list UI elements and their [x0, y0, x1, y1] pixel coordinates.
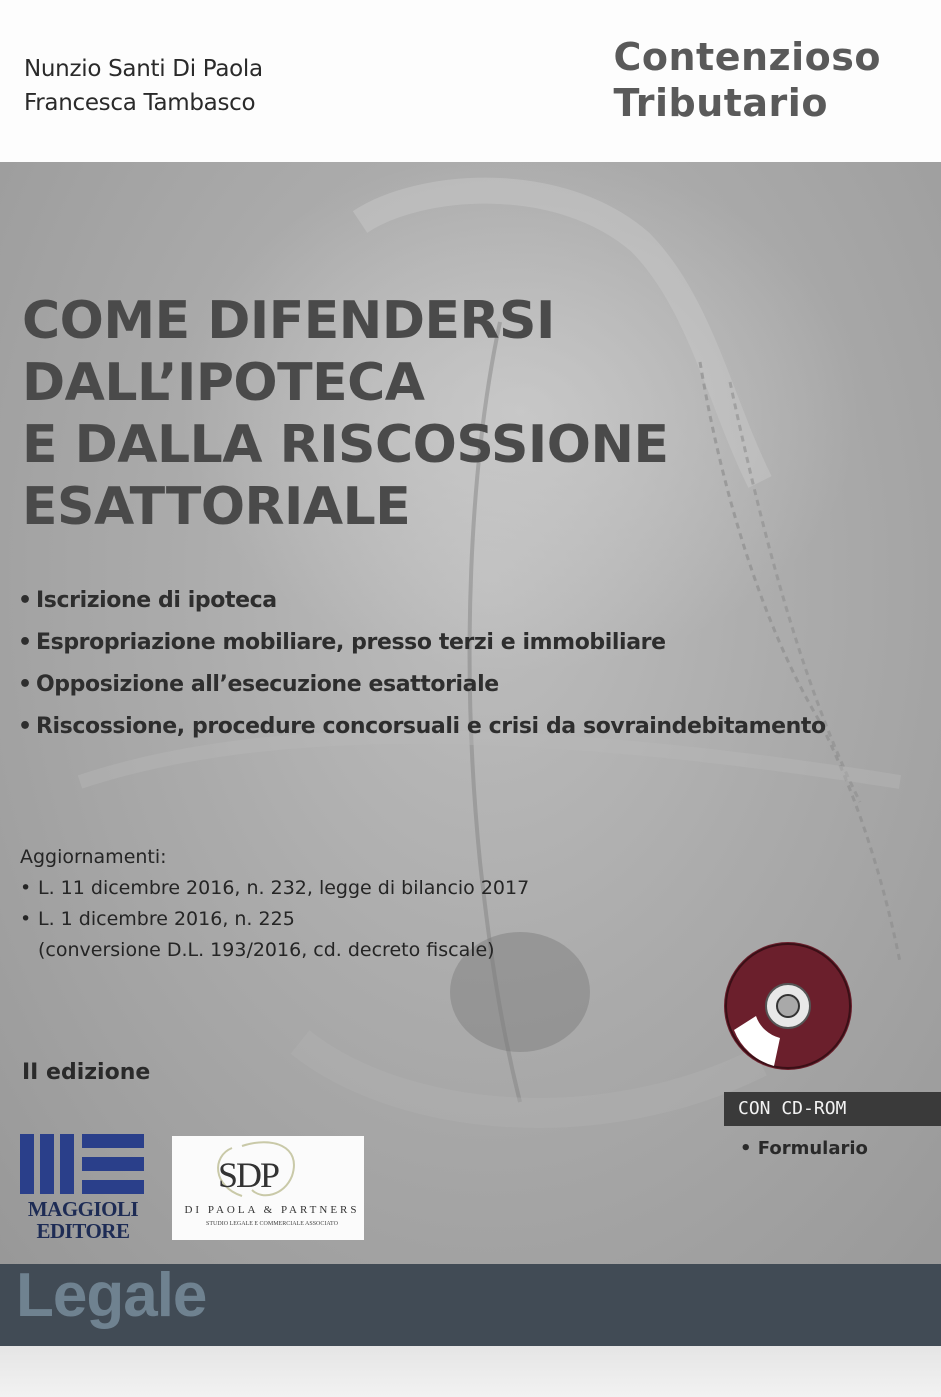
- list-item: • Iscrizione di ipoteca: [18, 580, 826, 622]
- cover-header: [0, 0, 941, 162]
- list-item: • Espropriazione mobiliare, presso terzi e immobiliare: [18, 622, 826, 664]
- topics-list: [18, 580, 826, 748]
- series-title: [613, 34, 881, 126]
- partner-monogram: SDP: [218, 1155, 279, 1195]
- author-name: Francesca Tambasco: [24, 90, 256, 116]
- list-item: • Opposizione all’esecuzione esattoriale: [18, 664, 826, 706]
- bullet-icon: •: [18, 672, 32, 697]
- updates-block: [20, 842, 529, 966]
- cover-footer: [0, 1261, 941, 1397]
- book-title: [22, 290, 669, 538]
- partner-logo: [172, 1136, 364, 1240]
- publisher-logo: [20, 1134, 146, 1244]
- bullet-icon: •: [18, 630, 32, 655]
- bullet-icon: •: [18, 714, 32, 739]
- publisher-mark-icon: [20, 1134, 146, 1196]
- partner-subtitle: STUDIO LEGALE E COMMERCIALE ASSOCIATO: [206, 1221, 338, 1227]
- list-item: • Riscossione, procedure concorsuali e crisi da sovraindebitamento: [18, 706, 826, 748]
- cd-content-item: • Formulario: [740, 1138, 868, 1159]
- bullet-icon: •: [20, 908, 32, 930]
- bullet-icon: •: [20, 877, 32, 899]
- cover-body: [0, 162, 941, 1264]
- updates-note: (conversione D.L. 193/2016, cd. decreto fiscale): [38, 939, 495, 961]
- cd-rom-icon: [722, 940, 854, 1072]
- authors: [24, 52, 263, 120]
- title-line: COME DIFENDERSI: [22, 291, 555, 351]
- bullet-icon: •: [18, 588, 32, 613]
- cd-rom-label: CON CD-ROM: [724, 1092, 941, 1126]
- author-name: Nunzio Santi Di Paola: [24, 56, 263, 82]
- title-line: ESATTORIALE: [22, 477, 411, 537]
- publisher-name: MAGGIOLI EDITORE: [27, 1197, 139, 1243]
- edition-label: II edizione: [22, 1060, 151, 1085]
- series-line-2: Tributario: [613, 81, 828, 125]
- footer-band: [0, 1261, 941, 1346]
- collection-label: Legale: [16, 1261, 207, 1330]
- series-line-1: Contenzioso: [613, 35, 881, 79]
- partner-name: DI PAOLA & PARTNERS: [184, 1204, 360, 1216]
- list-item: • L. 1 dicembre 2016, n. 225: [20, 904, 529, 935]
- bullet-icon: •: [740, 1138, 758, 1159]
- title-line: DALL’IPOTECA: [22, 353, 425, 413]
- title-line: E DALLA RISCOSSIONE: [22, 415, 669, 475]
- updates-heading: Aggiornamenti:: [20, 846, 167, 868]
- list-item: • L. 11 dicembre 2016, n. 232, legge di bilancio 2017: [20, 873, 529, 904]
